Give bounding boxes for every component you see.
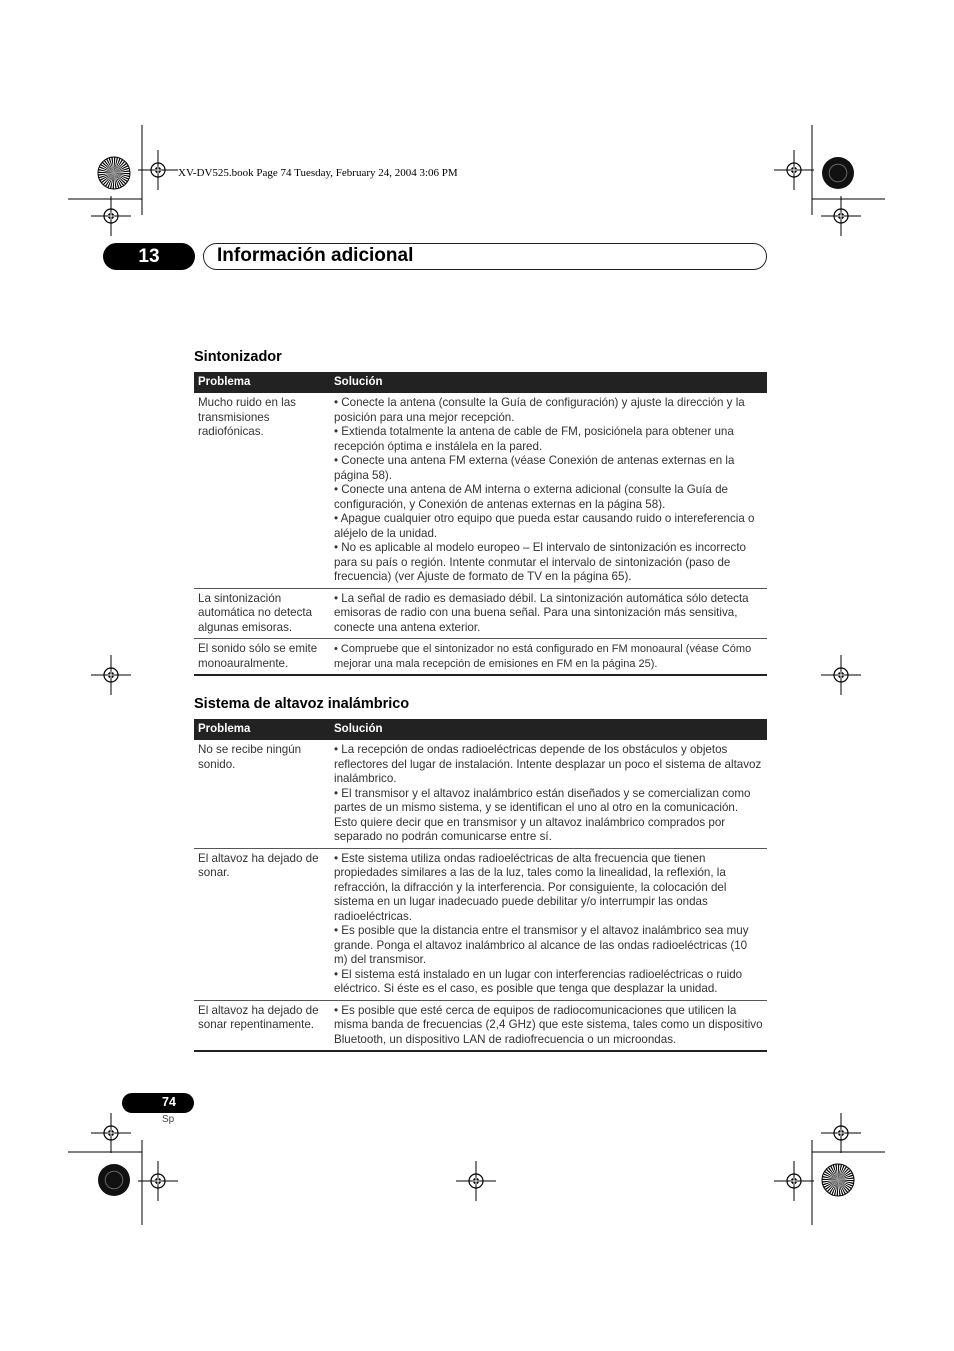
tuner-troubleshooting-table xyxy=(194,372,767,676)
chapter-number: 13 xyxy=(103,243,195,270)
page-language-code: Sp xyxy=(162,1114,175,1125)
solution-item: • Conecte la antena (consulte la Guía de configuración) y ajuste la dirección y la posición para una mejor recepción. xyxy=(334,396,745,424)
table-row xyxy=(194,393,767,588)
solution-cell xyxy=(330,393,767,588)
table-row xyxy=(194,639,767,676)
solution-item: • La recepción de ondas radioeléctricas depende de los obstáculos y objetos reflectores del lugar de instalación. Intente desplazar un poco el sistema de altavoz inalámbrico. xyxy=(334,743,762,785)
table-row xyxy=(194,848,767,1000)
solution-item: • Es posible que la distancia entre el transmisor y el altavoz inalámbrico sea muy grande. Ponga el altavoz inalámbrico al alcance de las ondas radioeléctricas (10 m) del transmisor. xyxy=(334,924,749,966)
problem-cell: No se recibe ningún sonido. xyxy=(194,740,330,848)
solution-item: • Extienda totalmente la antena de cable de FM, posiciónela para obtener una recepción óptima e instálela en la pared. xyxy=(334,425,734,453)
column-header-solution: Solución xyxy=(330,719,767,740)
solution-cell xyxy=(330,848,767,1000)
chapter-title: Información adicional xyxy=(217,245,414,266)
book-file-header: XV-DV525.book Page 74 Tuesday, February 24, 2004 3:06 PM xyxy=(178,167,458,179)
solution-item: • Apague cualquier otro equipo que pueda estar causando ruido o intereferencia o aléjelo de la unidad. xyxy=(334,512,755,540)
solution-item: • Conecte una antena de AM interna o externa adicional (consulte la Guía de configuración, y Conexión de antenas externas en la página 58). xyxy=(334,483,728,511)
table-row xyxy=(194,1000,767,1051)
problem-cell: El altavoz ha dejado de sonar. xyxy=(194,848,330,1000)
solution-item: • El sistema está instalado en un lugar con interferencias radioeléctricas o ruido eléctrico. Si éste es el caso, es posible que tenga que desplazar la unidad. xyxy=(334,967,743,995)
problem-cell: El altavoz ha dejado de sonar repentinamente. xyxy=(194,1000,330,1051)
table-header-row xyxy=(194,719,767,740)
table-row xyxy=(194,588,767,639)
dark-target xyxy=(98,1164,130,1196)
solution-item: • Compruebe que el sintonizador no está configurado en FM monoaural (véase Cómo mejorar una mala recepción de emisiones en FM en la página 25). xyxy=(334,643,752,670)
table-header-row xyxy=(194,372,767,393)
dark-target xyxy=(822,157,854,189)
solution-item: • Este sistema utiliza ondas radioeléctricas de alta frecuencia que tienen propiedades similares a las de la luz, tales como la linealidad, la reflexión, la refracción, la difracción y la interferencia. Por consiguiente, la colocación del sistema en un lugar inadecuado puede debilitar y/o interrumpir las ondas radioeléctricas. xyxy=(334,851,727,923)
solution-cell xyxy=(330,639,767,676)
solution-item: • Conecte una antena FM externa (véase Conexión de antenas externas en la página 58). xyxy=(334,454,735,482)
solution-item: • El transmisor y el altavoz inalámbrico están diseñados y se comercializan como partes de un mismo sistema, y se identifican el uno al otro en la comunicación. Esto quiere decir que en transmisor y un altavoz inalámbrico comprados por separado no podrán comunicarse entre sí. xyxy=(334,786,751,843)
solution-cell xyxy=(330,740,767,848)
column-header-problem: Problema xyxy=(194,372,330,393)
solution-item: • La señal de radio es demasiado débil. La sintonización automática sólo detecta emisoras de radio con una buena señal. Para una sintonización más sensitiva, conecte una antena exterior. xyxy=(334,591,749,634)
solution-cell xyxy=(330,588,767,639)
section-title-tuner: Sintonizador xyxy=(194,349,282,365)
page-number-pill xyxy=(122,1093,194,1113)
solution-item: • No es aplicable al modelo europeo – El intervalo de sintonización es incorrecto para su país o región. Intente conmutar el intervalo de sintonización (paso de frecuencia) (ver Ajuste de formato de TV en la página 65). xyxy=(334,541,747,583)
column-header-problem: Problema xyxy=(194,719,330,740)
problem-cell: El sonido sólo se emite monoauralmente. xyxy=(194,639,330,676)
problem-cell: La sintonización automática no detecta algunas emisoras. xyxy=(194,588,330,639)
solution-item: • Es posible que esté cerca de equipos de radiocomunicaciones que utilicen la misma banda de frecuencias (2,4 GHz) que este sistema, tales como un dispositivo Bluetooth, un dispositivo LAN de radiofrecuencia o un microondas. xyxy=(334,1003,763,1046)
wireless-speaker-troubleshooting-table xyxy=(194,719,767,1052)
column-header-solution: Solución xyxy=(330,372,767,393)
problem-cell: Mucho ruido en las transmisiones radiofónicas. xyxy=(194,393,330,588)
page-number: 74 xyxy=(162,1095,176,1109)
table-row xyxy=(194,740,767,848)
solution-cell xyxy=(330,1000,767,1051)
section-title-wireless-speaker: Sistema de altavoz inalámbrico xyxy=(194,696,410,712)
